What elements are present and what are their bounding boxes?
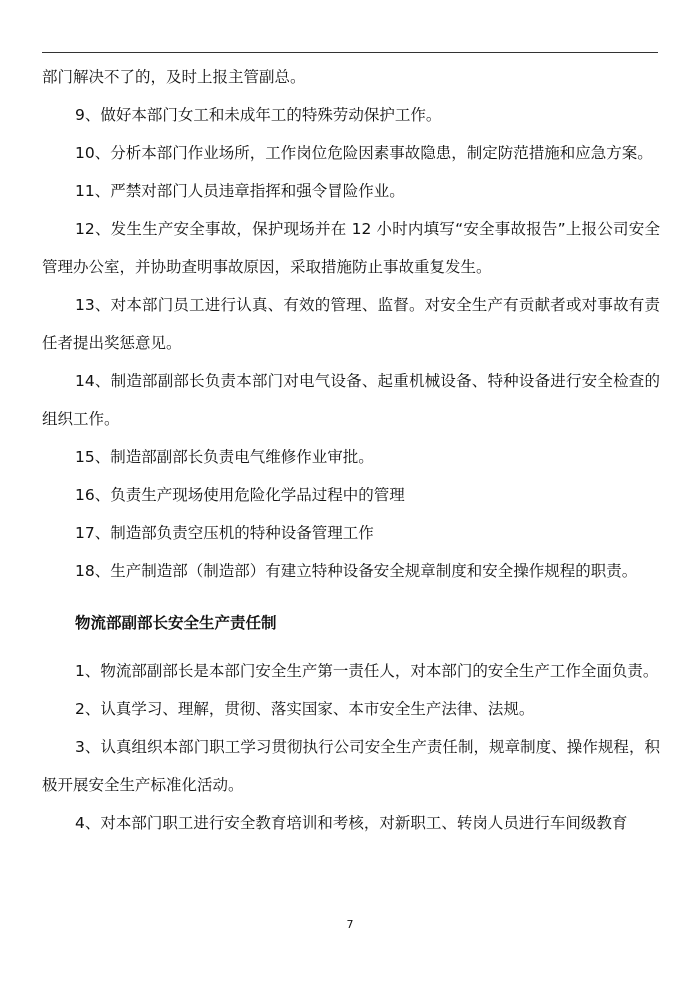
paragraph-item-15: 15、制造部副部长负责电气维修作业审批。 (75, 448, 374, 466)
paragraph-item-10: 10、分析本部门作业场所，工作岗位危险因素事故隐患，制定防范措施和应急方案。 (75, 144, 653, 162)
paragraph-item-16: 16、负责生产现场使用危险化学品过程中的管理 (75, 486, 405, 504)
section-title: 物流部副部长安全生产责任制 (75, 614, 277, 632)
header-divider (42, 52, 658, 53)
paragraph-item-11: 11、严禁对部门人员违章指挥和强令冒险作业。 (75, 182, 405, 200)
paragraph-item-18: 18、生产制造部（制造部）有建立特种设备安全规章制度和安全操作规程的职责。 (75, 562, 638, 580)
section-item-2: 2、认真学习、理解，贯彻、落实国家、本市安全生产法律、法规。 (75, 700, 535, 718)
paragraph-item-14: 14、制造部副部长负责本部门对电气设备、起重机械设备、特种设备进行安全检查的组织工作。 (42, 372, 660, 428)
section-item-3: 3、认真组织本部门职工学习贯彻执行公司安全生产责任制，规章制度、操作规程，积极开展安全生产标准化活动。 (42, 738, 660, 794)
section-item-1: 1、物流部副部长是本部门安全生产第一责任人，对本部门的安全生产工作全面负责。 (75, 662, 659, 680)
paragraph-continuation: 部门解决不了的，及时上报主管副总。 (42, 68, 306, 86)
paragraph-item-13: 13、对本部门员工进行认真、有效的管理、监督。对安全生产有贡献者或对事故有责任者提出奖惩意见。 (42, 296, 660, 352)
paragraph-item-12: 12、发生生产安全事故，保护现场并在 12 小时内填写“安全事故报告”上报公司安全管理办公室，并协助查明事故原因，采取措施防止事故重复发生。 (42, 220, 660, 276)
section-item-4: 4、对本部门职工进行安全教育培训和考核，对新职工、转岗人员进行车间级教育 (75, 814, 628, 832)
document-body (42, 58, 660, 842)
paragraph-item-17: 17、制造部负责空压机的特种设备管理工作 (75, 524, 374, 542)
page-number: 7 (346, 918, 354, 931)
paragraph-item-9: 9、做好本部门女工和未成年工的特殊劳动保护工作。 (75, 106, 442, 124)
